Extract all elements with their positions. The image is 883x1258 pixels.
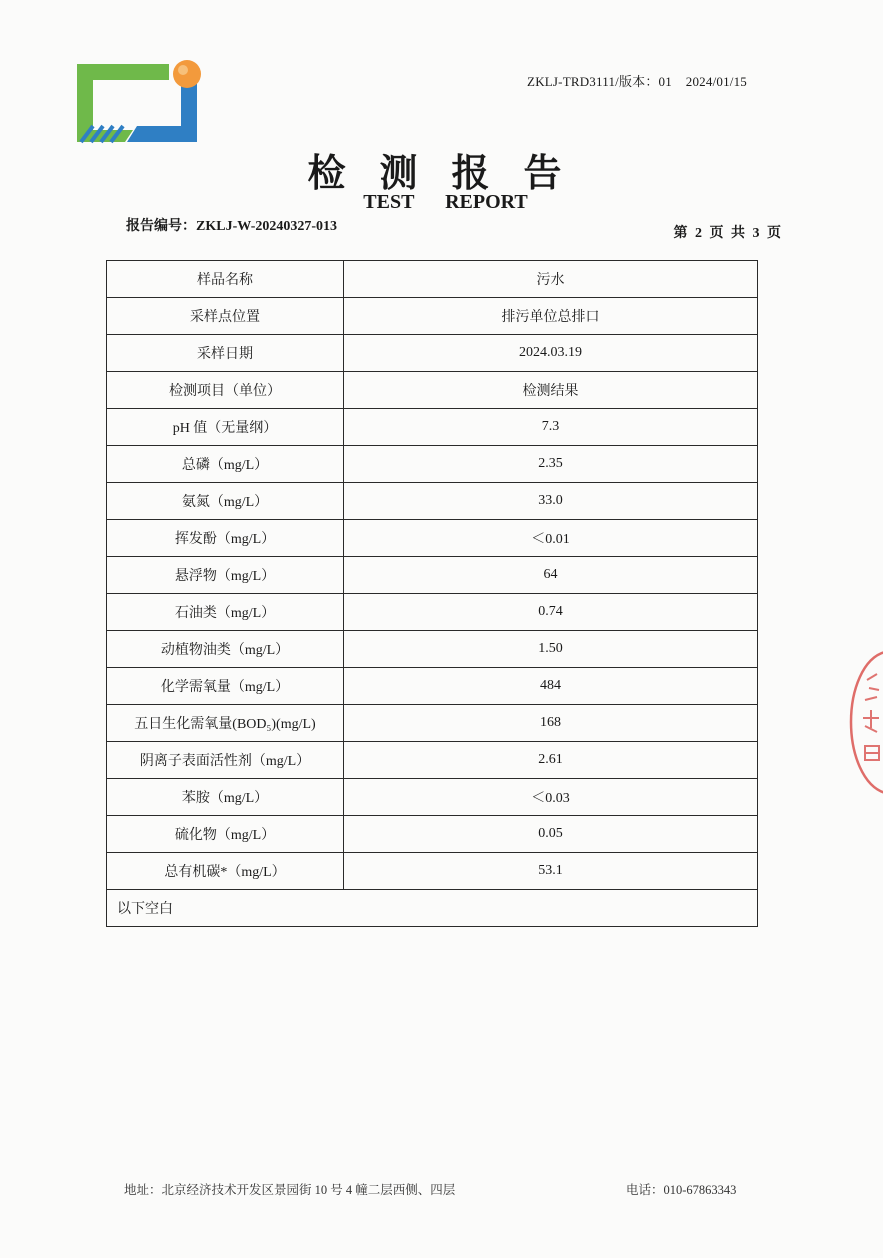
row-value: ＜0.03 xyxy=(344,779,758,816)
table-row xyxy=(107,335,758,372)
row-value: 2.35 xyxy=(344,446,758,483)
row-label: 检测项目（单位） xyxy=(107,372,344,409)
report-title-en: TEST REPORT xyxy=(363,191,528,213)
table-row xyxy=(107,853,758,890)
table-row xyxy=(107,594,758,631)
row-label: 悬浮物（mg/L） xyxy=(107,557,344,594)
report-title-cn: 检测报告 xyxy=(307,150,596,195)
row-value: 1.50 xyxy=(344,631,758,668)
doc-date: 2024/01/15 xyxy=(685,74,747,89)
row-value: 0.05 xyxy=(344,816,758,853)
table-row xyxy=(107,557,758,594)
blank-below-note: 以下空白 xyxy=(107,890,758,927)
row-value: 2024.03.19 xyxy=(344,335,758,372)
result-table xyxy=(106,260,758,927)
company-logo-icon xyxy=(77,60,205,144)
row-value: ＜0.01 xyxy=(344,520,758,557)
table-row xyxy=(107,372,758,409)
seal-stamp-icon xyxy=(845,650,883,795)
row-value: 7.3 xyxy=(344,409,758,446)
row-value: 53.1 xyxy=(344,853,758,890)
row-label: 阴离子表面活性剂（mg/L） xyxy=(107,742,344,779)
row-label: 氨氮（mg/L） xyxy=(107,483,344,520)
table-row xyxy=(107,261,758,298)
footer-phone: 电话：010-67863343 xyxy=(626,1183,737,1197)
row-label: pH 值（无量纲） xyxy=(107,409,344,446)
row-label: 样品名称 xyxy=(107,261,344,298)
table-row xyxy=(107,631,758,668)
table-row xyxy=(107,483,758,520)
report-number-label: 报告编号： xyxy=(126,219,196,234)
row-label: 化学需氧量（mg/L） xyxy=(107,668,344,705)
row-value: 检测结果 xyxy=(344,372,758,409)
footer-address: 地址：北京经济技术开发区景园街 10 号 4 幢二层西侧、四层 xyxy=(124,1183,456,1197)
row-label: 石油类（mg/L） xyxy=(107,594,344,631)
table-row xyxy=(107,298,758,335)
table-row xyxy=(107,742,758,779)
row-label: 苯胺（mg/L） xyxy=(107,779,344,816)
row-label: 五日生化需氧量(BOD₅)(mg/L) xyxy=(107,705,344,742)
row-value: 168 xyxy=(344,705,758,742)
row-label: 硫化物（mg/L） xyxy=(107,816,344,853)
row-value: 33.0 xyxy=(344,483,758,520)
row-label: 动植物油类（mg/L） xyxy=(107,631,344,668)
table-footer-row xyxy=(107,890,758,927)
document-code xyxy=(527,71,747,90)
table-row xyxy=(107,779,758,816)
table-row xyxy=(107,446,758,483)
report-number-value: ZKLJ-W-20240327-013 xyxy=(196,219,338,234)
row-value: 2.61 xyxy=(344,742,758,779)
row-value: 0.74 xyxy=(344,594,758,631)
table-row xyxy=(107,668,758,705)
row-label: 总磷（mg/L） xyxy=(107,446,344,483)
table-row xyxy=(107,705,758,742)
row-value: 64 xyxy=(344,557,758,594)
page-indicator: 第 2 页 共 3 页 xyxy=(673,226,781,241)
report-number xyxy=(126,215,337,235)
table-row xyxy=(107,816,758,853)
row-value: 484 xyxy=(344,668,758,705)
row-value: 污水 xyxy=(344,261,758,298)
row-label: 采样日期 xyxy=(107,335,344,372)
row-label: 挥发酚（mg/L） xyxy=(107,520,344,557)
table-row xyxy=(107,520,758,557)
row-label: 总有机碳*（mg/L） xyxy=(107,853,344,890)
doc-code-text: ZKLJ-TRD3111/版本：01 xyxy=(527,74,672,89)
table-row xyxy=(107,409,758,446)
row-label: 采样点位置 xyxy=(107,298,344,335)
row-value: 排污单位总排口 xyxy=(344,298,758,335)
